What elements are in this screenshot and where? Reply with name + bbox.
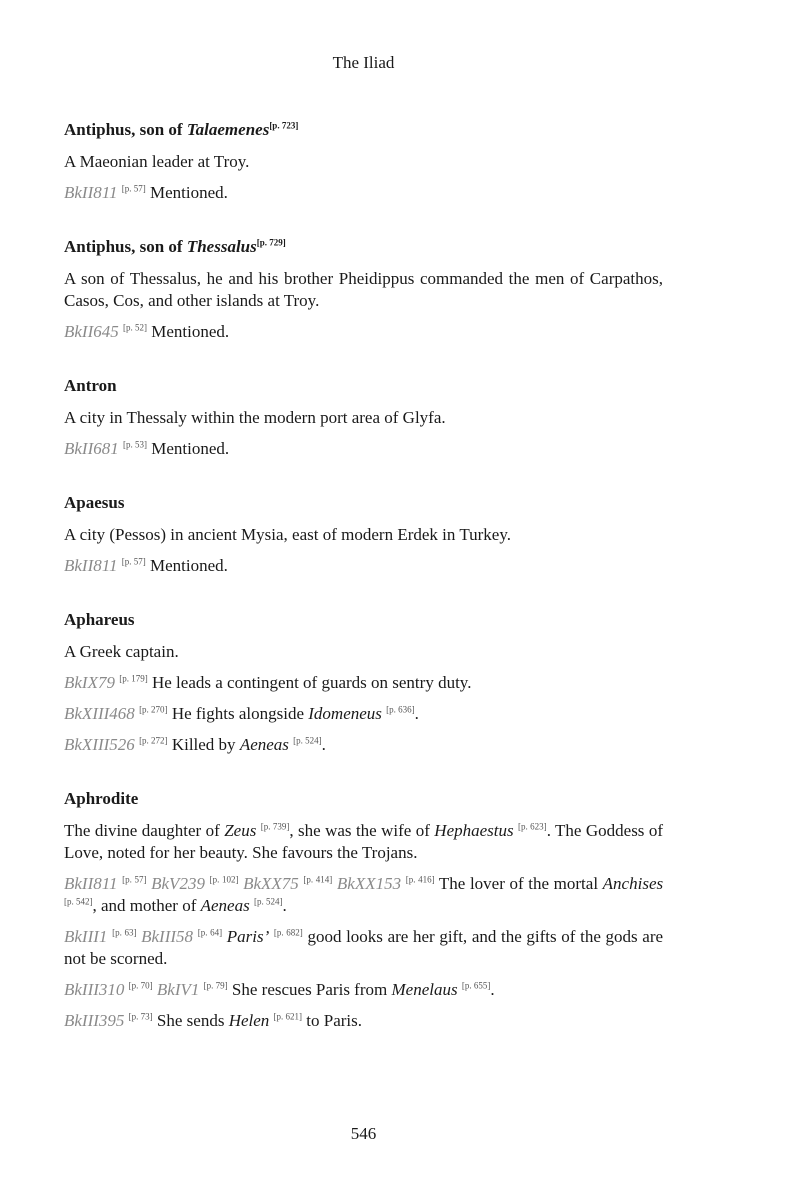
person-link[interactable]: Idomeneus bbox=[308, 704, 382, 723]
book-ref[interactable]: BkII811 bbox=[64, 556, 118, 575]
glossary-content bbox=[64, 118, 663, 1063]
citation-text: , and mother of bbox=[92, 896, 201, 915]
page-ref[interactable]: [p. 729] bbox=[256, 237, 286, 248]
page-number: 546 bbox=[350, 1124, 377, 1143]
book-ref[interactable]: BkII811 bbox=[64, 874, 118, 893]
citation-text: Mentioned. bbox=[147, 322, 230, 341]
citation-end: . bbox=[321, 735, 326, 754]
desc-text: , she was the wife of bbox=[289, 821, 435, 840]
citation-line bbox=[64, 979, 663, 1001]
page-ref[interactable]: [p. 70] bbox=[128, 980, 153, 991]
person-link[interactable]: Aeneas bbox=[239, 735, 289, 754]
person-link[interactable]: Menelaus bbox=[391, 980, 458, 999]
entry-description bbox=[64, 820, 663, 864]
page-ref[interactable]: [p. 414] bbox=[303, 874, 333, 885]
citation-text: Mentioned. bbox=[147, 439, 230, 458]
desc-text: . The Goddess of Love, noted for her beauty. She favours the Trojans. bbox=[64, 821, 663, 862]
entry-description: A city in Thessaly within the modern port area of Glyfa. bbox=[64, 408, 446, 427]
citation-text: He fights alongside bbox=[167, 704, 309, 723]
page-ref[interactable]: [p. 179] bbox=[119, 673, 148, 684]
page-ref[interactable]: [p. 102] bbox=[209, 874, 239, 885]
book-ref[interactable]: BkXX153 bbox=[336, 874, 402, 893]
entry-description: A son of Thessalus, he and his brother Pheidippus commanded the men of Carpathos, Casos, Cos, and other islands at Troy. bbox=[64, 269, 663, 310]
person-link[interactable]: Zeus bbox=[224, 821, 257, 840]
citation-end: . bbox=[490, 980, 495, 999]
person-link[interactable]: Aeneas bbox=[200, 896, 250, 915]
person-link[interactable]: Hephaestus bbox=[434, 821, 514, 840]
page-ref[interactable]: [p. 655] bbox=[461, 980, 491, 991]
citation-text: good looks are her gift, and the gifts of the gods are not be scorned. bbox=[64, 927, 664, 968]
title-text: Antiphus, son of bbox=[64, 237, 187, 256]
page-ref[interactable]: [p. 623] bbox=[518, 821, 547, 832]
book-ref[interactable]: BkXX75 bbox=[243, 874, 299, 893]
citation-text: The lover of the mortal bbox=[434, 874, 603, 893]
book-ref[interactable]: BkIV1 bbox=[156, 980, 200, 999]
page-ref[interactable]: [p. 272] bbox=[139, 735, 168, 746]
page-ref[interactable]: [p. 79] bbox=[203, 980, 228, 991]
book-ref[interactable]: BkII681 bbox=[64, 439, 119, 458]
entry-title: Apaesus bbox=[64, 493, 125, 512]
page-ref[interactable]: [p. 73] bbox=[128, 1011, 153, 1022]
document-page bbox=[64, 0, 663, 1200]
book-ref[interactable]: BkIII310 bbox=[64, 980, 125, 999]
citation-text: to Paris. bbox=[302, 1011, 363, 1030]
book-ref[interactable]: BkIX79 bbox=[64, 673, 115, 692]
citation-line bbox=[64, 1010, 663, 1032]
page-ref[interactable]: [p. 53] bbox=[123, 439, 148, 450]
citation-text: Mentioned. bbox=[145, 556, 228, 575]
book-ref[interactable]: BkV239 bbox=[151, 874, 205, 893]
citation-text: She rescues Paris from bbox=[227, 980, 392, 999]
page-ref[interactable]: [p. 739] bbox=[260, 821, 290, 832]
page-ref[interactable]: [p. 636] bbox=[386, 704, 415, 715]
citation-line bbox=[64, 438, 663, 460]
page-ref[interactable]: [p. 64] bbox=[197, 927, 223, 938]
book-ref[interactable]: BkIII58 bbox=[141, 927, 194, 946]
entry-apaesus bbox=[64, 491, 663, 577]
page-ref[interactable]: [p. 542] bbox=[64, 896, 93, 907]
entry-description: A city (Pessos) in ancient Mysia, east of modern Erdek in Turkey. bbox=[64, 525, 511, 544]
page-ref[interactable]: [p. 621] bbox=[273, 1011, 303, 1022]
entry-antiphus-thessalus bbox=[64, 235, 663, 343]
citation-line bbox=[64, 182, 663, 204]
citation-text: He leads a contingent of guards on sentry duty. bbox=[147, 673, 472, 692]
citation-text: She sends bbox=[152, 1011, 229, 1030]
entry-description: A Greek captain. bbox=[64, 642, 179, 661]
person-link[interactable]: Helen bbox=[228, 1011, 270, 1030]
citation-line bbox=[64, 703, 663, 725]
person-link[interactable]: Paris’ bbox=[226, 927, 270, 946]
page-ref[interactable]: [p. 524] bbox=[293, 735, 322, 746]
entry-antiphus-talaemenes bbox=[64, 118, 663, 204]
person-link[interactable]: Anchises bbox=[602, 874, 664, 893]
entry-antron bbox=[64, 374, 663, 460]
entry-title: Aphareus bbox=[64, 610, 135, 629]
citation-line bbox=[64, 873, 663, 917]
book-ref[interactable]: BkXIII526 bbox=[64, 735, 135, 754]
citation-line bbox=[64, 926, 663, 970]
page-ref[interactable]: [p. 270] bbox=[139, 704, 168, 715]
title-text: Antiphus, son of bbox=[64, 120, 187, 139]
citation-end: . bbox=[282, 896, 287, 915]
page-ref[interactable]: [p. 57] bbox=[121, 183, 146, 194]
citation-line bbox=[64, 555, 663, 577]
desc-text: The divine daughter of bbox=[64, 821, 225, 840]
page-ref[interactable]: [p. 63] bbox=[112, 927, 137, 938]
citation-text: Killed by bbox=[167, 735, 240, 754]
title-name: Thessalus bbox=[186, 237, 257, 256]
page-ref[interactable]: [p. 57] bbox=[121, 556, 146, 567]
book-ref[interactable]: BkIII395 bbox=[64, 1011, 125, 1030]
book-ref[interactable]: BkII645 bbox=[64, 322, 119, 341]
entry-title: Aphrodite bbox=[64, 789, 139, 808]
running-title: The Iliad bbox=[332, 53, 395, 72]
page-ref[interactable]: [p. 682] bbox=[273, 927, 303, 938]
citation-line bbox=[64, 321, 663, 343]
entry-title bbox=[64, 118, 663, 142]
entry-description: A Maeonian leader at Troy. bbox=[64, 152, 250, 171]
page-ref[interactable]: [p. 52] bbox=[123, 322, 148, 333]
page-ref[interactable]: [p. 57] bbox=[122, 874, 147, 885]
page-ref[interactable]: [p. 416] bbox=[405, 874, 435, 885]
book-ref[interactable]: BkIII1 bbox=[64, 927, 108, 946]
citation-line bbox=[64, 672, 663, 694]
citation-text: Mentioned. bbox=[145, 183, 228, 202]
title-name: Talaemenes bbox=[186, 120, 270, 139]
page-ref[interactable]: [p. 723] bbox=[269, 120, 299, 131]
entry-title bbox=[64, 235, 663, 259]
entry-title: Antron bbox=[64, 376, 117, 395]
entry-aphrodite bbox=[64, 787, 663, 1032]
book-ref[interactable]: BkXIII468 bbox=[64, 704, 135, 723]
citation-line bbox=[64, 734, 663, 756]
citation-end: . bbox=[414, 704, 419, 723]
page-ref[interactable]: [p. 524] bbox=[253, 896, 283, 907]
book-ref[interactable]: BkII811 bbox=[64, 183, 118, 202]
entry-aphareus bbox=[64, 608, 663, 756]
